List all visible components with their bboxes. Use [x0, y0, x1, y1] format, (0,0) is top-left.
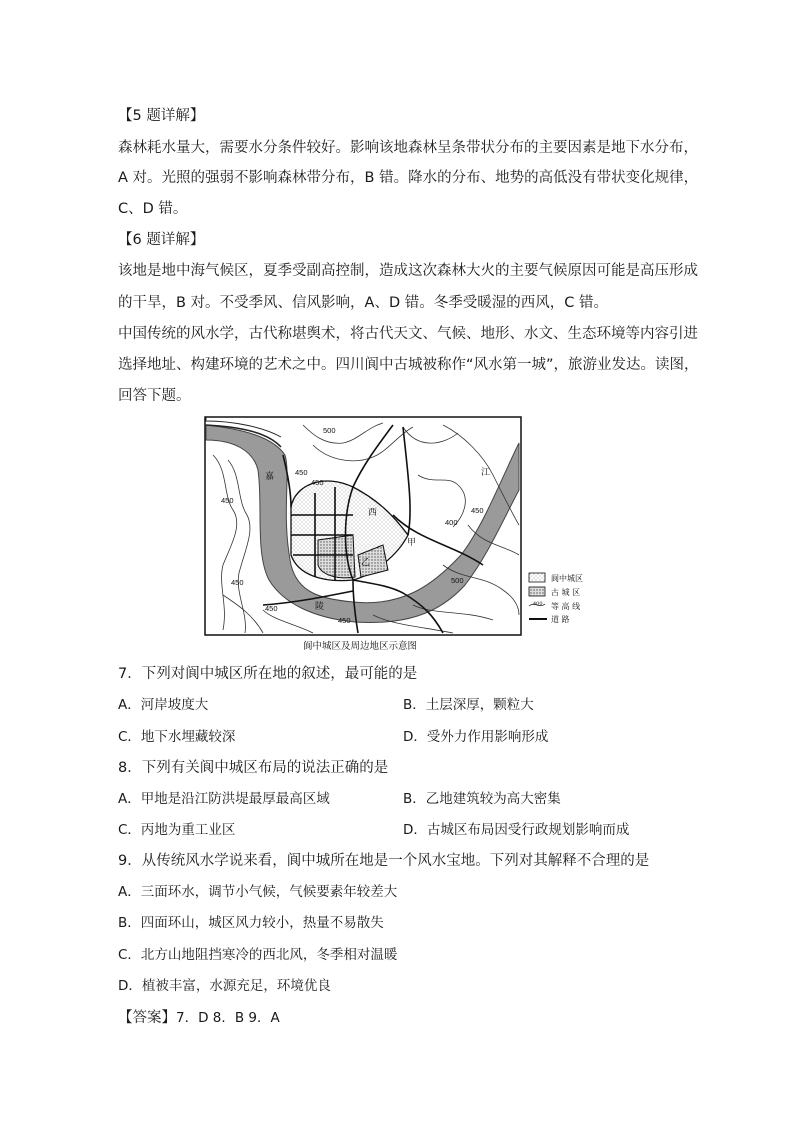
place-label-jia: 甲 [407, 538, 417, 548]
section-5-line: A 对。光照的强弱不影响森林带分布，B 错。降水的分布、地势的高低没有带状变化规律， [118, 170, 699, 186]
answer-text: 7．D 8．B 9．A [176, 1010, 280, 1026]
legend-label: 等 高 线 [551, 602, 581, 611]
question-7-stem: 7．下列对阆中城区所在地的叙述，最可能的是 [118, 666, 418, 682]
contour-label: 500 [323, 426, 336, 435]
question-7-option-c: C．地下水埋藏较深 [118, 729, 236, 745]
contour-label: 450 [221, 496, 234, 505]
question-7-option-d: D．受外力作用影响形成 [403, 729, 549, 745]
question-9-option-b: B．四面环山，城区风力较小，热量不易散失 [118, 915, 384, 931]
langzhong-map [203, 415, 603, 655]
map-figure [203, 415, 603, 655]
question-7-option-b: B．土层深厚，颗粒大 [403, 697, 534, 713]
question-8-option-d: D．古城区布局因受行政规划影响而成 [403, 822, 630, 838]
section-5-line: 森林耗水量大，需要水分条件较好。影响该地森林呈条带状分布的主要因素是地下水分布， [118, 140, 698, 156]
contour-label: 500 [451, 576, 464, 585]
question-9-option-c: C．北方山地阻挡寒冷的西北风，冬季相对温暖 [118, 947, 398, 963]
place-label-bing: 西 [368, 508, 378, 518]
contour-label: 400 [445, 518, 458, 527]
section-6-heading: 【6 题详解】 [118, 232, 205, 248]
contour-label: 450 [231, 578, 244, 587]
question-8-option-b: B．乙地建筑较为高大密集 [403, 791, 561, 807]
question-7-option-a: A．河岸坡度大 [118, 697, 209, 713]
question-8-option-c: C．丙地为重工业区 [118, 822, 236, 838]
contour-label: 450 [471, 506, 484, 515]
legend-label: 古 城 区 [551, 588, 581, 597]
intro-line: 回答下题。 [118, 388, 191, 404]
figure-caption: 阆中城区及周边地区示意图 [303, 641, 418, 652]
section-6-line: 的干旱，B 对。不受季风、信风影响，A、D 错。冬季受暖湿的西风，C 错。 [118, 295, 608, 311]
legend-label: 道 路 [551, 615, 570, 624]
contour-label: 450 [338, 616, 351, 625]
question-9-option-d: D．植被丰富，水源充足，环境优良 [118, 978, 331, 994]
river-label: 嘉 [265, 472, 275, 482]
question-8-option-a: A．甲地是沿江防洪堤最厚最高区域 [118, 791, 330, 807]
intro-line: 中国传统的风水学，古代称堪舆术，将古代天文、气候、地形、水文、生态环境等内容引进 [118, 326, 698, 342]
contour-label: 450 [265, 604, 278, 613]
contour-label: 450 [311, 478, 324, 487]
place-label-yi: 乙 [361, 558, 371, 568]
river-label: 陵 [315, 602, 325, 612]
section-5-heading: 【5 题详解】 [118, 108, 205, 124]
legend-label: 阆中城区 [551, 574, 583, 583]
contour-label: 450 [295, 468, 308, 477]
question-9-stem: 9．从传统风水学说来看，阆中城所在地是一个风水宝地。下列对其解释不合理的是 [118, 853, 650, 869]
answer-label: 【答案】 [118, 1010, 176, 1026]
question-9-option-a: A．三面环水，调节小气候，气候要素年较差大 [118, 884, 398, 900]
legend-contour-value: 400 [533, 601, 543, 607]
section-6-line: 该地是地中海气候区，夏季受副高控制，造成这次森林大火的主要气候原因可能是高压形成 [118, 263, 698, 279]
river-label: 江 [481, 468, 491, 478]
intro-line: 选择地址、构建环境的艺术之中。四川阆中古城被称作“风水第一城”，旅游业发达。读图， [118, 357, 699, 373]
question-8-stem: 8．下列有关阆中城区布局的说法正确的是 [118, 760, 389, 776]
answer-line [118, 1008, 280, 1028]
section-5-line: C、D 错。 [118, 201, 188, 217]
